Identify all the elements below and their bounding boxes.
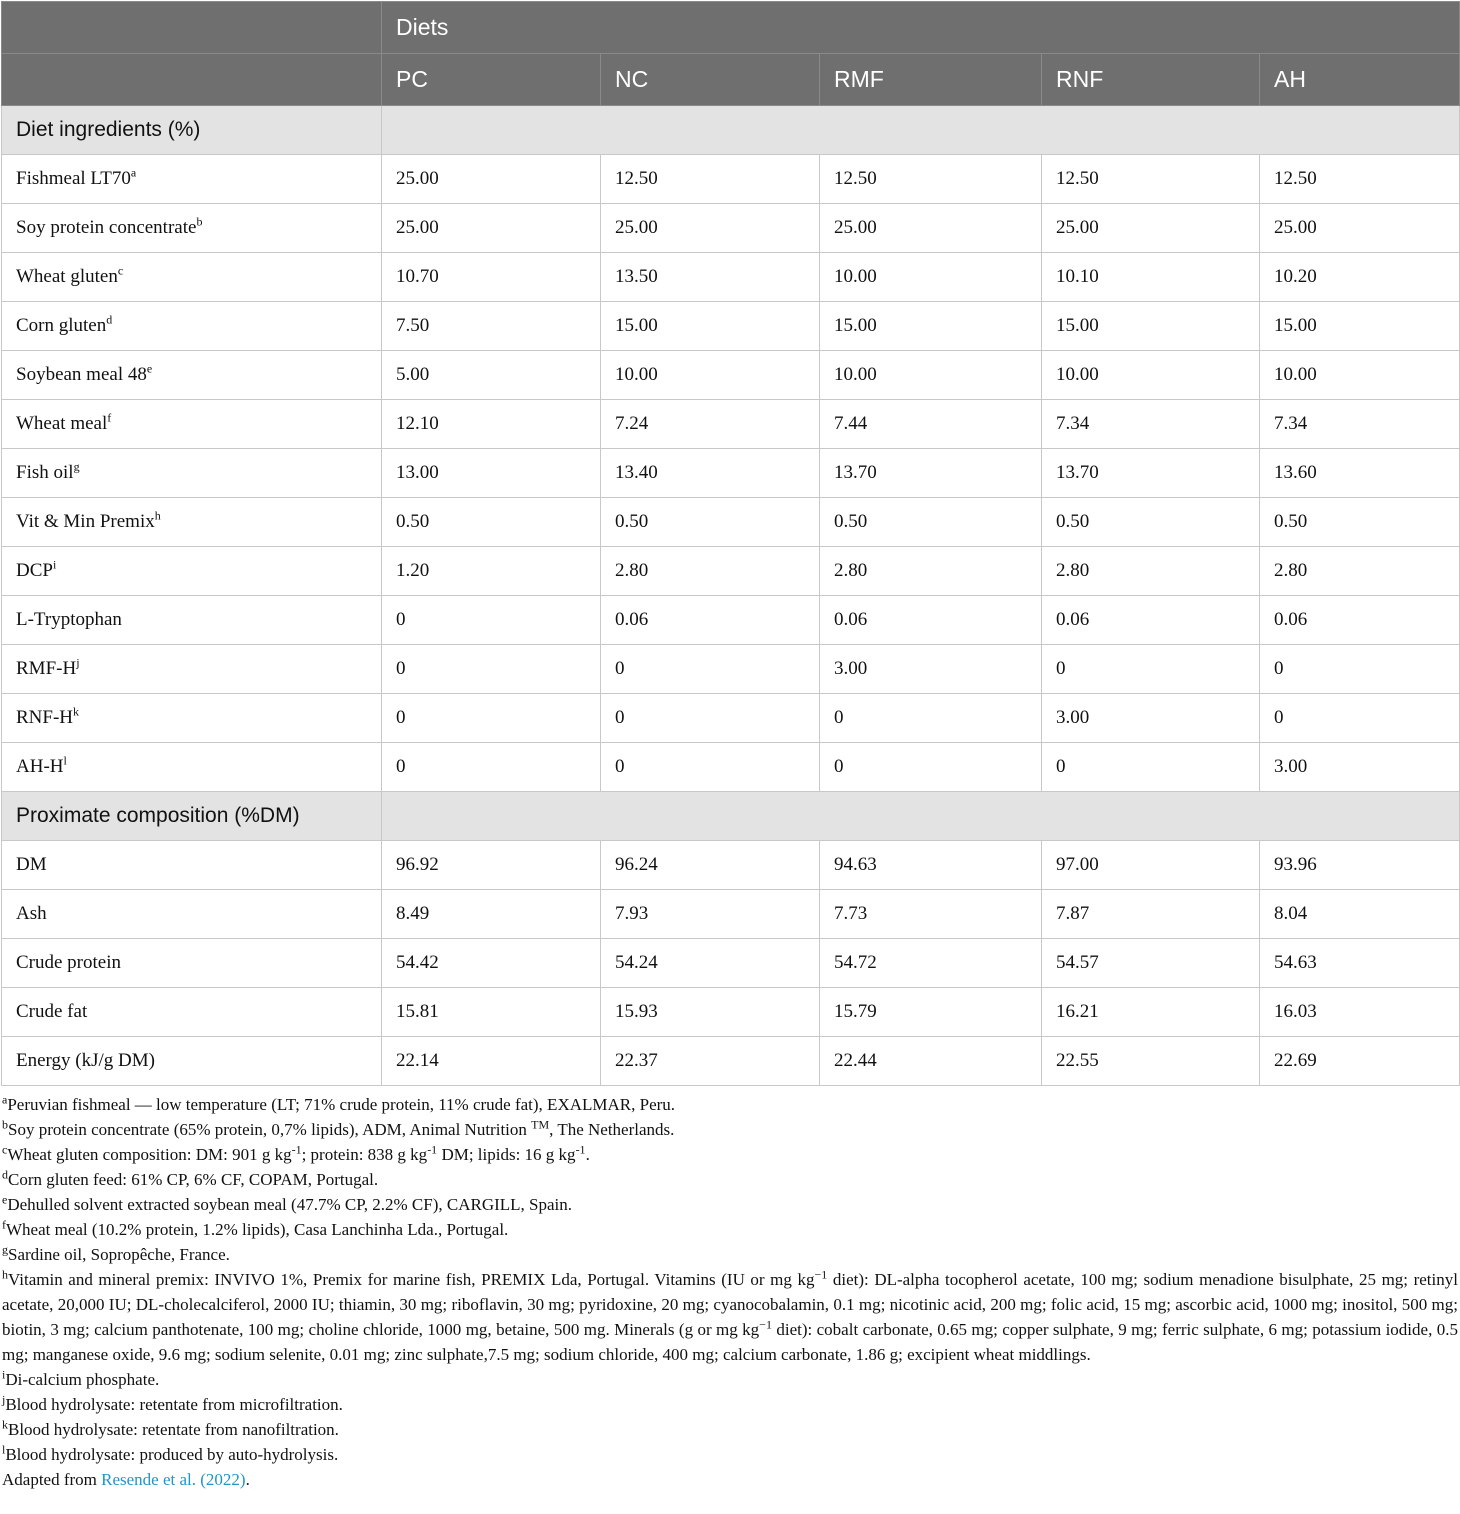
value-cell: 54.63 — [1260, 939, 1460, 988]
value-cell: 2.80 — [601, 547, 820, 596]
table-row — [2, 400, 1460, 449]
adapted-from-note: Adapted from Resende et al. (2022). — [2, 1470, 250, 1489]
value-cell: 10.10 — [1042, 253, 1260, 302]
table-row — [2, 351, 1460, 400]
footnote-marker: h — [154, 508, 161, 523]
section-header-row — [2, 106, 1460, 155]
value-cell: 0 — [1260, 645, 1460, 694]
value-cell: 25.00 — [1042, 204, 1260, 253]
value-cell: 0 — [382, 645, 601, 694]
value-cell: 0 — [601, 694, 820, 743]
value-cell: 16.03 — [1260, 988, 1460, 1037]
section-header-row — [2, 792, 1460, 841]
value-cell: 22.55 — [1042, 1037, 1260, 1086]
value-cell: 7.73 — [820, 890, 1042, 939]
value-cell: 7.50 — [382, 302, 601, 351]
row-label: Soybean meal 48 — [16, 364, 147, 385]
value-cell: 15.00 — [1260, 302, 1460, 351]
table-row — [2, 988, 1460, 1037]
footnote-marker: b — [196, 214, 203, 229]
row-label: Fishmeal LT70 — [16, 168, 131, 189]
row-label-cell — [2, 155, 382, 204]
value-cell: 0.06 — [1042, 596, 1260, 645]
value-cell: 0 — [1042, 743, 1260, 792]
column-header: AH — [1260, 54, 1460, 106]
value-cell: 16.21 — [1042, 988, 1260, 1037]
value-cell: 15.00 — [820, 302, 1042, 351]
value-cell: 10.00 — [1042, 351, 1260, 400]
footnote: $^j$Blood hydrolysate: retentate from microfiltration. — [2, 1392, 343, 1414]
footnote: $^i$Di-calcium phosphate. — [2, 1367, 160, 1389]
footnote-marker: l — [63, 753, 67, 768]
footnote: $^e$Dehulled solvent extracted soybean meal (47.7% CP, 2.2% CF), CARGILL, Spain. — [2, 1192, 573, 1214]
value-cell: 54.57 — [1042, 939, 1260, 988]
value-cell: 12.50 — [1042, 155, 1260, 204]
value-cell: 93.96 — [1260, 841, 1460, 890]
table-row — [2, 204, 1460, 253]
row-label-cell — [2, 253, 382, 302]
row-label: Energy (kJ/g DM) — [16, 1050, 155, 1071]
table-row — [2, 253, 1460, 302]
table-row — [2, 939, 1460, 988]
header-empty-cell — [2, 2, 382, 54]
row-label-cell — [2, 841, 382, 890]
value-cell: 15.00 — [601, 302, 820, 351]
row-label: Vit & Min Premix — [16, 511, 155, 532]
value-cell: 13.70 — [820, 449, 1042, 498]
row-label: Soy protein concentrate — [16, 217, 197, 238]
column-header: NC — [601, 54, 820, 106]
value-cell: 13.00 — [382, 449, 601, 498]
value-cell: 7.34 — [1260, 400, 1460, 449]
row-label: Wheat gluten — [16, 266, 118, 287]
value-cell: 97.00 — [1042, 841, 1260, 890]
value-cell: 7.87 — [1042, 890, 1260, 939]
value-cell: 94.63 — [820, 841, 1042, 890]
row-label-cell — [2, 939, 382, 988]
row-label-cell — [2, 890, 382, 939]
row-label: RMF-H — [16, 658, 77, 679]
value-cell: 0.50 — [820, 498, 1042, 547]
footnote: $^f$Wheat meal (10.2% protein, 1.2% lipids), Casa Lanchinha Lda., Portugal. — [2, 1217, 509, 1239]
value-cell: 7.93 — [601, 890, 820, 939]
column-header: RMF — [820, 54, 1042, 106]
row-label-cell — [2, 449, 382, 498]
footnote-marker: d — [106, 312, 113, 327]
value-cell: 7.44 — [820, 400, 1042, 449]
table-row — [2, 645, 1460, 694]
row-label-cell — [2, 1037, 382, 1086]
value-cell: 22.14 — [382, 1037, 601, 1086]
value-cell: 7.24 — [601, 400, 820, 449]
table-row — [2, 302, 1460, 351]
row-label: DM — [16, 854, 47, 875]
value-cell: 96.24 — [601, 841, 820, 890]
value-cell: 0 — [382, 743, 601, 792]
value-cell: 15.81 — [382, 988, 601, 1037]
value-cell: 54.72 — [820, 939, 1042, 988]
footnote: $^h$Vitamin and mineral premix: INVIVO 1%, Premix for marine fish, PREMIX Lda, Portugal. Vitamins (IU or mg $kg^{-1}$ diet): DL-alpha tocopherol acetate, 100 mg; sodium menadione bisulphate, 25 mg; retinyl acetate, 20,000 IU; DL-cholecalciferol, 2000 IU; thiamin, 30 mg; riboflavin, 30 mg; pyridoxine, 20 mg; cyanocobalamin, 0.1 mg; nicotinic acid, 200 mg; folic acid, 15 mg; ascorbic acid, 1000 mg; inositol, 500 mg; biotin, 3 mg; calcium panthotenate, 100 mg; choline chloride, 1000 mg, betaine, 500 mg. Minerals (g or mg $kg^{-1}$ diet): cobalt carbonate, 0.65 mg; copper sulphate, 9 mg; ferric sulphate, 6 mg; potassium iodide, 0.5 mg; manganese oxide, 9.6 mg; sodium selenite, 0.01 mg; zinc sulphate,7.5 mg; sodium chloride, 400 mg; calcium carbonate, 1.86 g; excipient wheat middlings. — [2, 1267, 1458, 1364]
value-cell: 13.40 — [601, 449, 820, 498]
row-label: Crude fat — [16, 1001, 88, 1022]
value-cell: 0.50 — [1042, 498, 1260, 547]
footnote-marker: a — [130, 165, 137, 180]
row-label: RNF-H — [16, 707, 74, 728]
value-cell: 10.20 — [1260, 253, 1460, 302]
value-cell: 0 — [820, 743, 1042, 792]
value-cell: 3.00 — [1260, 743, 1460, 792]
row-label: Ash — [16, 903, 47, 924]
row-label-cell — [2, 694, 382, 743]
value-cell: 1.20 — [382, 547, 601, 596]
section-title: Diet ingredients (%) — [2, 106, 382, 155]
table-header-row-2 — [2, 54, 1460, 106]
table-footnotes — [2, 1092, 1458, 1492]
value-cell: 0 — [382, 596, 601, 645]
value-cell: 10.00 — [820, 351, 1042, 400]
value-cell: 12.50 — [1260, 155, 1460, 204]
value-cell: 0.06 — [601, 596, 820, 645]
footnote-marker: i — [52, 557, 57, 572]
table-row — [2, 694, 1460, 743]
value-cell: 25.00 — [601, 204, 820, 253]
row-label: L-Tryptophan — [16, 609, 122, 630]
row-label: Fish oil — [16, 462, 74, 483]
section-title: Proximate composition (%DM) — [2, 792, 382, 841]
value-cell: 15.79 — [820, 988, 1042, 1037]
footnote-marker: f — [107, 410, 112, 425]
footnote-marker: e — [146, 361, 153, 376]
table-row — [2, 1037, 1460, 1086]
row-label-cell — [2, 988, 382, 1037]
value-cell: 3.00 — [1042, 694, 1260, 743]
value-cell: 15.00 — [1042, 302, 1260, 351]
column-header: PC — [382, 54, 601, 106]
value-cell: 8.04 — [1260, 890, 1460, 939]
value-cell: 2.80 — [1260, 547, 1460, 596]
value-cell: 0 — [820, 694, 1042, 743]
footnote: $^d$Corn gluten feed: 61% CP, 6% CF, COPAM, Portugal. — [2, 1167, 379, 1189]
value-cell: 7.34 — [1042, 400, 1260, 449]
value-cell: 10.70 — [382, 253, 601, 302]
value-cell: 13.60 — [1260, 449, 1460, 498]
footnote: $^l$Blood hydrolysate: produced by auto-hydrolysis. — [2, 1442, 339, 1464]
value-cell: 2.80 — [820, 547, 1042, 596]
value-cell: 0 — [1260, 694, 1460, 743]
value-cell: 12.50 — [601, 155, 820, 204]
table-row — [2, 890, 1460, 939]
table-header-row-1 — [2, 2, 1460, 54]
row-label-cell — [2, 645, 382, 694]
row-label-cell — [2, 204, 382, 253]
row-label-cell — [2, 302, 382, 351]
table-row — [2, 498, 1460, 547]
column-header: RNF — [1042, 54, 1260, 106]
value-cell: 8.49 — [382, 890, 601, 939]
row-label-cell — [2, 498, 382, 547]
value-cell: 0.06 — [1260, 596, 1460, 645]
row-label-cell — [2, 596, 382, 645]
value-cell: 13.70 — [1042, 449, 1260, 498]
footnote: $^c$Wheat gluten composition: DM: 901 g $kg^{-1}$; protein: 838 g $kg^{-1}$ DM; lipids: 16 g $kg^{-1}$. — [2, 1142, 590, 1164]
row-label: Wheat meal — [16, 413, 108, 434]
value-cell: 22.69 — [1260, 1037, 1460, 1086]
footnote-marker: c — [117, 263, 124, 278]
value-cell: 0.06 — [820, 596, 1042, 645]
value-cell: 0 — [601, 743, 820, 792]
value-cell: 22.37 — [601, 1037, 820, 1086]
row-label-cell — [2, 400, 382, 449]
value-cell: 0 — [1042, 645, 1260, 694]
footnote: $^a$Peruvian fishmeal — low temperature (LT; 71% crude protein, 11% crude fat), EXALMAR, Peru. — [2, 1092, 676, 1114]
table-row — [2, 547, 1460, 596]
value-cell: 15.93 — [601, 988, 820, 1037]
footnote: $^b$Soy protein concentrate (65% protein, 0,7% lipids), ADM, Animal Nutrition ™, The Netherlands. — [2, 1117, 675, 1139]
row-label-cell — [2, 351, 382, 400]
table-row — [2, 841, 1460, 890]
diet-composition-table — [1, 1, 1460, 1086]
footnote: $^k$Blood hydrolysate: retentate from nanofiltration. — [2, 1417, 339, 1439]
value-cell: 54.24 — [601, 939, 820, 988]
value-cell: 10.00 — [820, 253, 1042, 302]
value-cell: 12.50 — [820, 155, 1042, 204]
footnote-marker: k — [73, 704, 80, 719]
value-cell: 0 — [601, 645, 820, 694]
value-cell: 0.50 — [1260, 498, 1460, 547]
row-label-cell — [2, 547, 382, 596]
value-cell: 2.80 — [1042, 547, 1260, 596]
value-cell: 0.50 — [382, 498, 601, 547]
footnote-marker: g — [73, 459, 80, 474]
value-cell: 25.00 — [382, 155, 601, 204]
table-row — [2, 449, 1460, 498]
value-cell: 54.42 — [382, 939, 601, 988]
value-cell: 5.00 — [382, 351, 601, 400]
reference-link[interactable]: Resende et al. (2022) — [101, 1470, 246, 1489]
value-cell: 10.00 — [601, 351, 820, 400]
row-label-cell — [2, 743, 382, 792]
row-label: AH-H — [16, 756, 64, 777]
row-label: DCP — [16, 560, 53, 581]
value-cell: 22.44 — [820, 1037, 1042, 1086]
value-cell: 12.10 — [382, 400, 601, 449]
value-cell: 25.00 — [820, 204, 1042, 253]
footnote: $^g$Sardine oil, Sopropêche, France. — [2, 1242, 230, 1264]
diets-group-header: Diets — [382, 2, 1460, 54]
value-cell: 3.00 — [820, 645, 1042, 694]
value-cell: 96.92 — [382, 841, 601, 890]
value-cell: 0 — [382, 694, 601, 743]
value-cell: 25.00 — [382, 204, 601, 253]
section-empty-cell — [382, 792, 1460, 841]
table-row — [2, 743, 1460, 792]
value-cell: 0.50 — [601, 498, 820, 547]
row-label: Corn gluten — [16, 315, 107, 336]
footnote-marker: j — [76, 655, 80, 670]
row-label: Crude protein — [16, 952, 122, 973]
table-row — [2, 155, 1460, 204]
value-cell: 10.00 — [1260, 351, 1460, 400]
header-empty-cell — [2, 54, 382, 106]
value-cell: 13.50 — [601, 253, 820, 302]
table-row — [2, 596, 1460, 645]
value-cell: 25.00 — [1260, 204, 1460, 253]
section-empty-cell — [382, 106, 1460, 155]
